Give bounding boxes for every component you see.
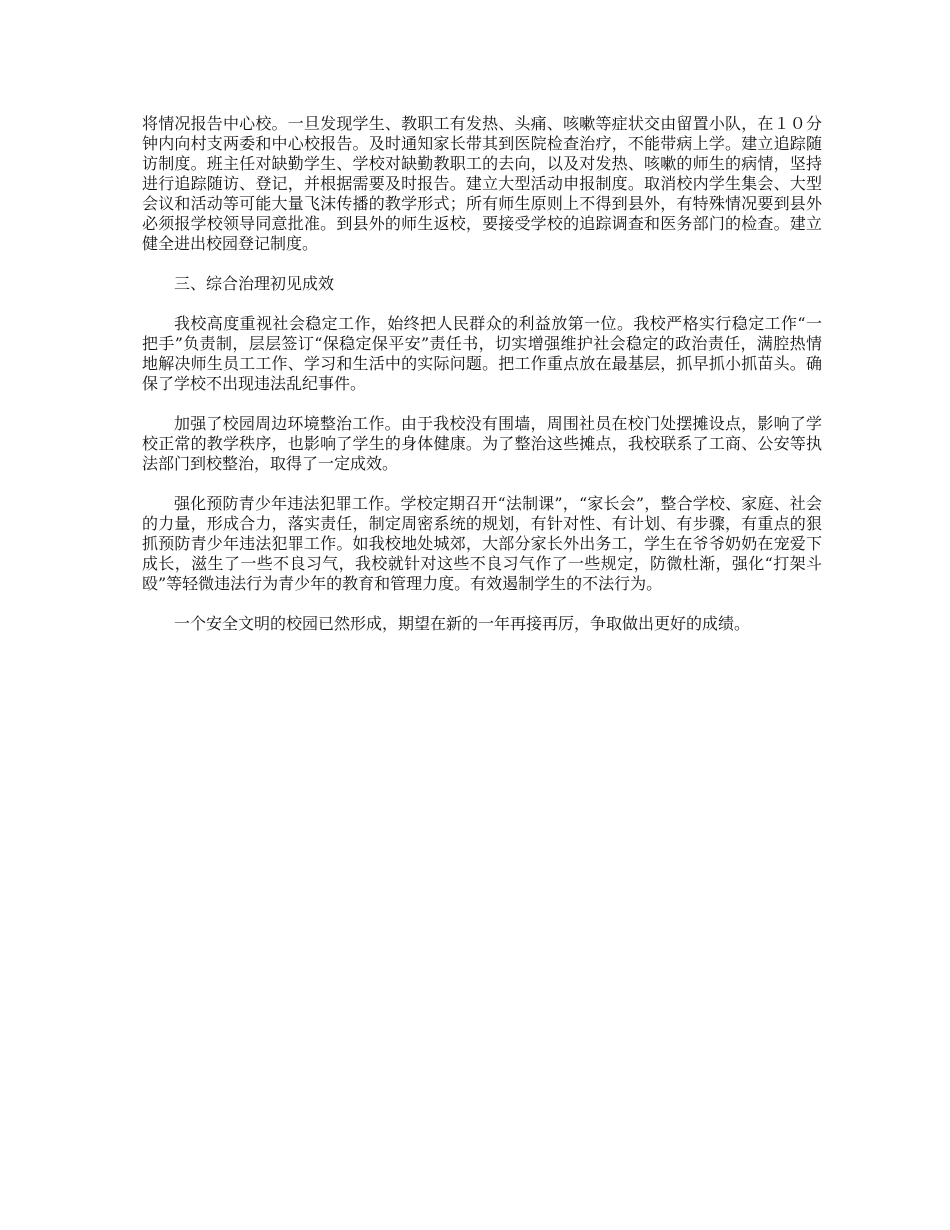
paragraph-social-stability: 我校高度重视社会稳定工作，始终把人民群众的利益放第一位。我校严格实行稳定工作“一把手”负责制，层层签订“保稳定保平安”责任书，切实增强维护社会稳定的政治责任，满腔热情地解决师生员工工作、学习和生活中的实际问题。把工作重点放在最基层，抓早抓小抓苗头。确保了学校不出现违法乱纪事件。: [142, 314, 822, 393]
section-heading-3: 三、综合治理初见成效: [174, 274, 335, 293]
paragraph-campus-environment: 加强了校园周边环境整治工作。由于我校没有围墙，周围社员在校门处摆摊设点，影响了学校正常的教学秩序，也影响了学生的身体健康。为了整治这些摊点，我校联系了工商、公安等执法部门到校整治，取得了一定成效。: [142, 414, 822, 473]
paragraph-conclusion: 一个安全文明的校园已然形成，期望在新的一年再接再厉，争取做出更好的成绩。: [174, 614, 751, 633]
paragraph-epidemic-measures: 将情况报告中心校。一旦发现学生、教职工有发热、头痛、咳嗽等症状交由留置小队，在１０分钟内向村支两委和中心校报告。及时通知家长带其到医院检查治疗，不能带病上学。建立追踪随访制度。班主任对缺勤学生、学校对缺勤教职工的去向，以及对发热、咳嗽的师生的病情，坚持进行追踪随访、登记，并根据需要及时报告。建立大型活动申报制度。取消校内学生集会、大型会议和活动等可能大量飞沫传播的教学形式；所有师生原则上不得到县外，有特殊情况要到县外必须报学校领导同意批准。到县外的师生返校，要接受学校的追踪调查和医务部门的检查。建立健全进出校园登记制度。: [142, 114, 822, 253]
paragraph-crime-prevention: 强化预防青少年违法犯罪工作。学校定期召开“法制课”，“家长会”，整合学校、家庭、社会的力量，形成合力，落实责任，制定周密系统的规划，有针对性、有计划、有步骤，有重点的狠抓预防青少年违法犯罪工作。如我校地处城郊，大部分家长外出务工，学生在爷爷奶奶在宠爱下成长，滋生了一些不良习气，我校就针对这些不良习气作了一些规定，防微杜渐，强化“打架斗殴”等轻微违法行为青少年的教育和管理力度。有效遏制学生的不法行为。: [142, 494, 822, 593]
document-body: [142, 114, 822, 654]
